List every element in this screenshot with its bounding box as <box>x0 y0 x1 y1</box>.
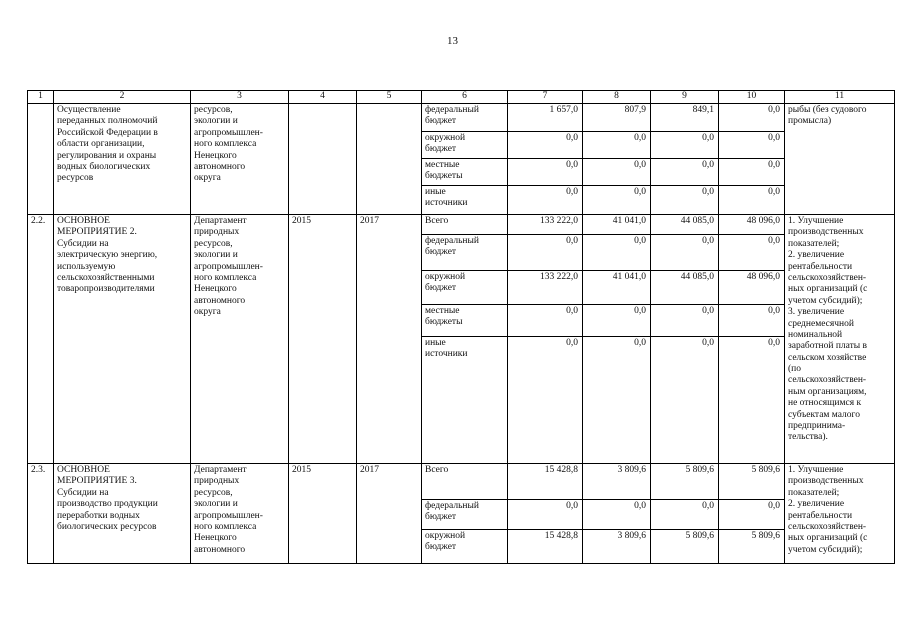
value-total: 15 428,8 <box>508 530 583 564</box>
value-2016: 0,0 <box>651 500 719 530</box>
start-year: 2015 <box>289 215 357 464</box>
executor: Департамент природных ресурсов, экологии и агропромышлен- ного комплекса Ненецкого автономного округа <box>191 215 289 464</box>
header-cell: 7 <box>508 91 583 104</box>
value-2017: 0,0 <box>719 104 785 132</box>
item-number: 2.2. <box>28 215 54 464</box>
value-2015: 0,0 <box>583 337 651 464</box>
funding-source: иные источники <box>422 337 508 464</box>
expected-result: 1. Улучшение производственных показателей; 2. увеличение рентабельности сельскохозяйствен- ных организаций (с учетом субсидий); 3. увеличение среднемесячной номинальной заработной платы в сельском хозяйстве (по сельскохозяйствен- ным организациям, не относящимся к субъектам малого предпринима- тельства). <box>785 215 895 464</box>
value-total: 133 222,0 <box>508 271 583 305</box>
value-2016: 849,1 <box>651 104 719 132</box>
value-2017: 5 809,6 <box>719 464 785 500</box>
funding-source: федеральный бюджет <box>422 104 508 132</box>
value-2017: 0,0 <box>719 337 785 464</box>
expected-result: рыбы (без судового промысла) <box>785 104 895 215</box>
funding-source: окружной бюджет <box>422 132 508 159</box>
value-2015: 41 041,0 <box>583 271 651 305</box>
activity-name: ОСНОВНОЕ МЕРОПРИЯТИЕ 3. Субсидии на производство продукции переработки водных биологических ресурсов <box>54 464 191 564</box>
value-total: 0,0 <box>508 159 583 186</box>
funding-source: федеральный бюджет <box>422 500 508 530</box>
funding-source: местные бюджеты <box>422 305 508 337</box>
header-cell: 1 <box>28 91 54 104</box>
funding-source: иные источники <box>422 186 508 215</box>
end-year: 2017 <box>357 464 422 564</box>
value-2016: 44 085,0 <box>651 215 719 235</box>
value-2015: 0,0 <box>583 305 651 337</box>
activity-name: Осуществление переданных полномочий Российской Федерации в области организации, регулирования и охраны водных биологических ресурсов <box>54 104 191 215</box>
value-2016: 5 809,6 <box>651 530 719 564</box>
header-cell: 2 <box>54 91 191 104</box>
header-cell: 9 <box>651 91 719 104</box>
value-2016: 0,0 <box>651 305 719 337</box>
value-2017: 0,0 <box>719 500 785 530</box>
value-2015: 0,0 <box>583 500 651 530</box>
value-2016: 0,0 <box>651 337 719 464</box>
funding-source: местные бюджеты <box>422 159 508 186</box>
table-row <box>28 104 895 132</box>
value-2017: 5 809,6 <box>719 530 785 564</box>
executor: Департамент природных ресурсов, экологии и агропромышлен- ного комплекса Ненецкого автономного <box>191 464 289 564</box>
value-2015: 3 809,6 <box>583 464 651 500</box>
value-2015: 0,0 <box>583 235 651 271</box>
funding-source: Всего <box>422 215 508 235</box>
value-total: 0,0 <box>508 186 583 215</box>
header-cell: 4 <box>289 91 357 104</box>
end-year <box>357 104 422 215</box>
value-total: 0,0 <box>508 235 583 271</box>
value-2017: 0,0 <box>719 132 785 159</box>
item-number: 2.3. <box>28 464 54 564</box>
value-total: 15 428,8 <box>508 464 583 500</box>
value-2017: 0,0 <box>719 186 785 215</box>
header-cell: 5 <box>357 91 422 104</box>
value-2016: 0,0 <box>651 159 719 186</box>
value-2017: 0,0 <box>719 159 785 186</box>
value-2017: 48 096,0 <box>719 215 785 235</box>
value-2016: 5 809,6 <box>651 464 719 500</box>
item-number <box>28 104 54 215</box>
header-cell: 8 <box>583 91 651 104</box>
funding-source: окружной бюджет <box>422 271 508 305</box>
value-2017: 0,0 <box>719 305 785 337</box>
funding-source: федеральный бюджет <box>422 235 508 271</box>
header-row <box>28 91 895 104</box>
value-2015: 41 041,0 <box>583 215 651 235</box>
value-2017: 0,0 <box>719 235 785 271</box>
value-total: 0,0 <box>508 500 583 530</box>
program-table <box>27 90 895 564</box>
value-2015: 807,9 <box>583 104 651 132</box>
start-year <box>289 104 357 215</box>
expected-result: 1. Улучшение производственных показателей; 2. увеличение рентабельности сельскохозяйствен- ных организаций (с учетом субсидий); <box>785 464 895 564</box>
activity-name: ОСНОВНОЕ МЕРОПРИЯТИЕ 2. Субсидии на электрическую энергию, используемую сельскохозяйственными товаропроизводителями <box>54 215 191 464</box>
table-row <box>28 215 895 235</box>
value-2016: 0,0 <box>651 132 719 159</box>
value-2017: 48 096,0 <box>719 271 785 305</box>
value-2016: 0,0 <box>651 186 719 215</box>
value-2015: 0,0 <box>583 132 651 159</box>
header-cell: 10 <box>719 91 785 104</box>
value-2015: 3 809,6 <box>583 530 651 564</box>
value-2015: 0,0 <box>583 159 651 186</box>
value-total: 1 657,0 <box>508 104 583 132</box>
funding-source: Всего <box>422 464 508 500</box>
header-cell: 3 <box>191 91 289 104</box>
value-2015: 0,0 <box>583 186 651 215</box>
funding-source: окружной бюджет <box>422 530 508 564</box>
executor: ресурсов, экологии и агропромышлен- ного комплекса Ненецкого автономного округа <box>191 104 289 215</box>
value-total: 133 222,0 <box>508 215 583 235</box>
start-year: 2015 <box>289 464 357 564</box>
header-cell: 11 <box>785 91 895 104</box>
page-number: 13 <box>447 35 458 47</box>
value-2016: 0,0 <box>651 235 719 271</box>
end-year: 2017 <box>357 215 422 464</box>
header-cell: 6 <box>422 91 508 104</box>
value-total: 0,0 <box>508 305 583 337</box>
value-2016: 44 085,0 <box>651 271 719 305</box>
table-row <box>28 464 895 500</box>
value-total: 0,0 <box>508 132 583 159</box>
value-total: 0,0 <box>508 337 583 464</box>
